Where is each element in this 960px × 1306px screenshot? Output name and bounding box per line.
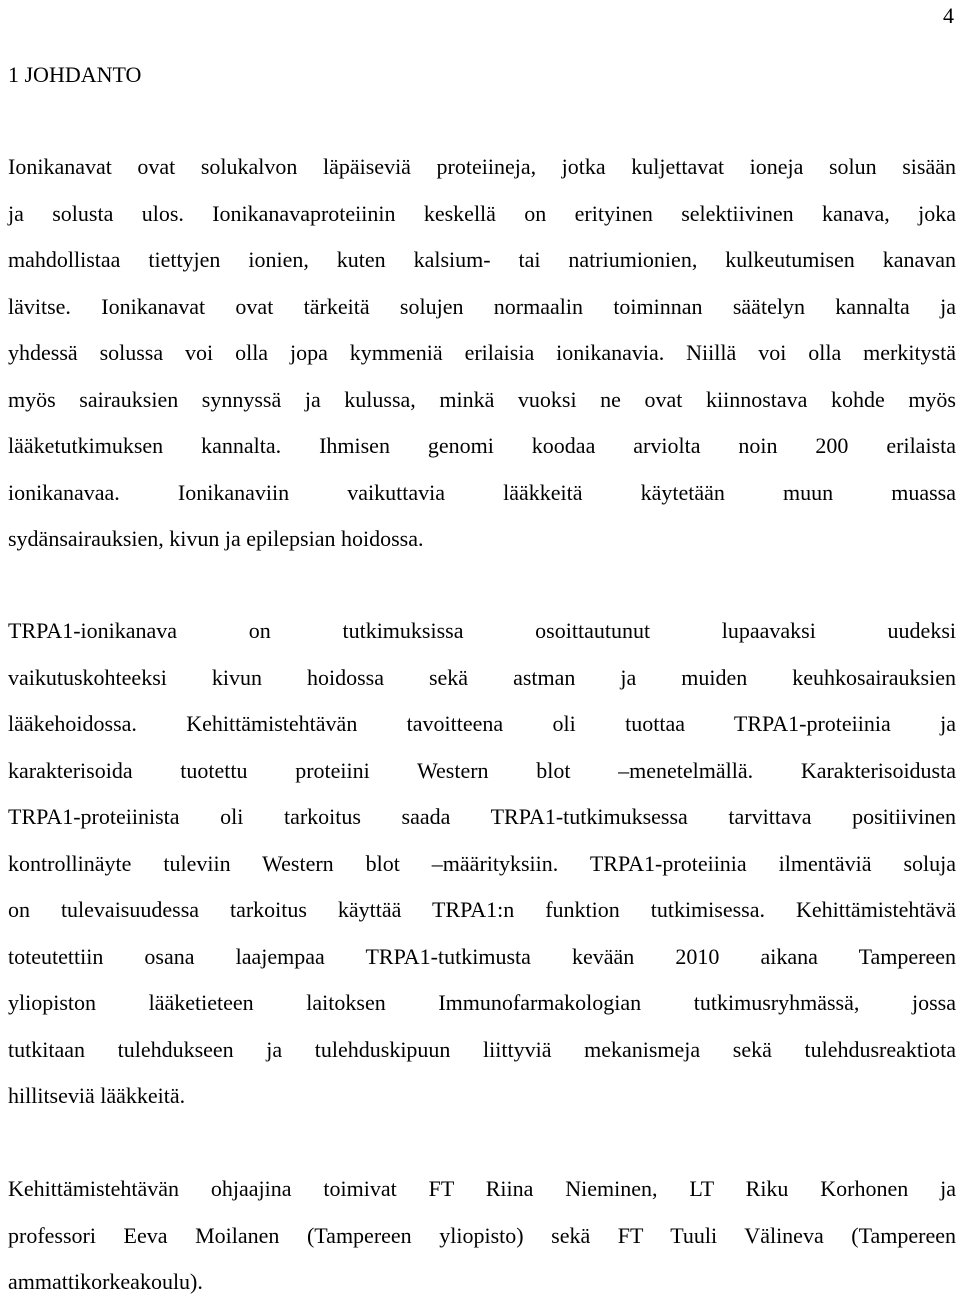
paragraph-supervisors: [8, 1166, 956, 1306]
paragraph-line: lävitse. Ionikanavat ovat tärkeitä solujen normaalin toiminnan säätelyn kannalta ja: [8, 293, 956, 319]
paragraph-line: karakterisoida tuotettu proteiini Western blot –menetelmällä. Karakterisoidusta: [8, 757, 956, 783]
paragraph-line: TRPA1-proteiinista oli tarkoitus saada TRPA1-tutkimuksessa tarvittava positiivinen: [8, 804, 956, 829]
paragraph-line: lääketutkimuksen kannalta. Ihmisen genomi koodaa arviolta noin 200 erilaista: [8, 433, 956, 458]
paragraph-line: yliopiston lääketieteen laitoksen Immunofarmakologian tutkimusryhmässä, jossa: [8, 990, 956, 1015]
paragraph-line: Ionikanavat ovat solukalvon läpäiseviä proteiineja, jotka kuljettavat ioneja solun sisään: [8, 154, 956, 179]
paragraph-line: lääkehoidossa. Kehittämistehtävän tavoitteena oli tuottaa TRPA1-proteiinia ja: [8, 711, 956, 736]
paragraph-line: on tulevaisuudessa tarkoitus käyttää TRPA1:n funktion tutkimisessa. Kehittämistehtävä: [8, 897, 956, 922]
paragraph-line: Kehittämistehtävän ohjaajina toimivat FT Riina Nieminen, LT Riku Korhonen ja: [8, 1176, 956, 1201]
paragraph-line: tutkitaan tulehdukseen ja tulehduskipuun liittyviä mekanismeja sekä tulehdusreaktiota: [8, 1036, 956, 1062]
paragraph-line: professori Eeva Moilanen (Tampereen yliopisto) sekä FT Tuuli Välineva (Tampereen: [8, 1222, 956, 1248]
paragraph-line: TRPA1-ionikanava on tutkimuksissa osoittautunut lupaavaksi uudeksi: [8, 618, 956, 643]
paragraph-line: vaikutuskohteeksi kivun hoidossa sekä astman ja muiden keuhkosairauksien: [8, 664, 956, 690]
paragraph-line: ammattikorkeakoulu).: [8, 1269, 203, 1294]
section-heading: 1 JOHDANTO: [8, 62, 142, 87]
paragraph-line: mahdollistaa tiettyjen ionien, kuten kalsium- tai natriumionien, kulkeutumisen kanavan: [8, 247, 956, 272]
paragraph-trpa1: [8, 608, 956, 1120]
paragraph-line: sydänsairauksien, kivun ja epilepsian hoidossa.: [8, 526, 424, 551]
paragraph-line: ja solusta ulos. Ionikanavaproteiinin keskellä on erityinen selektiivinen kanava, joka: [8, 200, 956, 226]
paragraph-line: toteutettiin osana laajempaa TRPA1-tutkimusta kevään 2010 aikana Tampereen: [8, 943, 956, 969]
paragraph-line: yhdessä solussa voi olla jopa kymmeniä erilaisia ionikanavia. Niillä voi olla merkitystä: [8, 340, 956, 365]
page-number: 4: [943, 3, 954, 28]
paragraph-introduction: [8, 144, 956, 563]
paragraph-line: myös sairauksien synnyssä ja kulussa, minkä vuoksi ne ovat kiinnostava kohde myös: [8, 386, 956, 412]
paragraph-line: kontrollinäyte tuleviin Western blot –määrityksiin. TRPA1-proteiinia ilmentäviä soluja: [8, 850, 956, 876]
paragraph-line: hillitseviä lääkkeitä.: [8, 1083, 186, 1108]
paragraph-line: ionikanavaa. Ionikanaviin vaikuttavia lääkkeitä käytetään muun muassa: [8, 479, 956, 505]
